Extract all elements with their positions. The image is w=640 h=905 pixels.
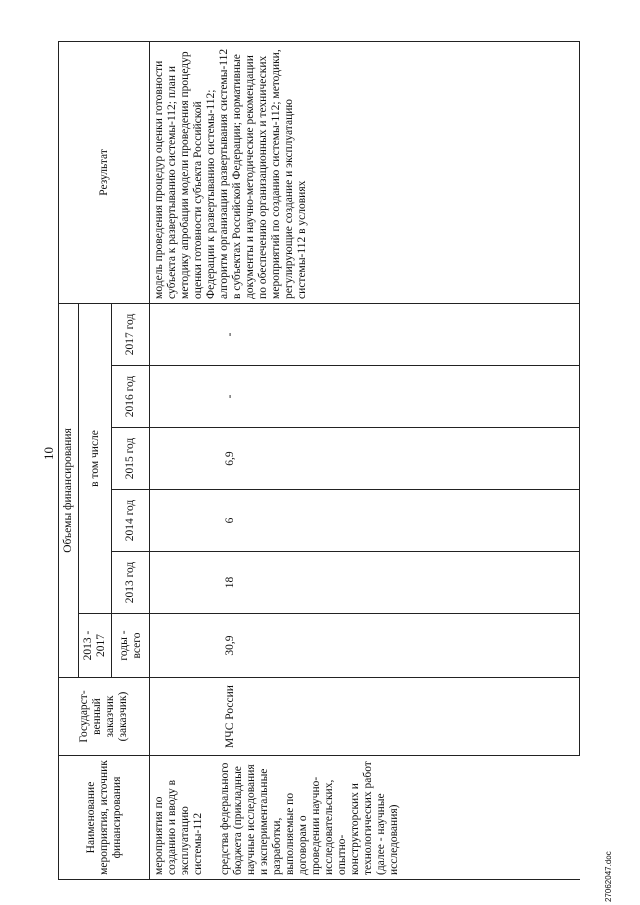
- row1-name: [150, 756, 580, 880]
- header-total: годы - всего: [112, 614, 150, 678]
- header-2017: 2017 год: [112, 303, 150, 365]
- financing-table: [58, 41, 580, 880]
- row2-2015: 6,9: [150, 428, 580, 490]
- row2-2016: -: [150, 366, 580, 428]
- header-2015: 2015 год: [112, 428, 150, 490]
- header-period: 2013 - 2017: [79, 614, 112, 678]
- row2-2017: -: [150, 303, 580, 365]
- page-number: 10: [41, 447, 56, 460]
- table-row: [150, 41, 580, 879]
- header-name: Наименование мероприятия, источник финансирования: [59, 756, 150, 880]
- row2-customer: МЧС России: [150, 678, 580, 756]
- row2-result-text: модель проведения процедур оценки готовности субъекта к развертыванию системы-112; план и методику апробации модели проведения процедур оценки готовности субъекта Российской Федерации к развертыванию системы-112; алгоритм организации развертывания системы-112 в субъектах Российской Федерации; нормативные документы и научно-методические рекомендации по обеспечению организационных и технических мероприятий по созданию системы-112; методики, регулирующие создание и эксплуатацию системы-112 в условиях: [153, 48, 308, 299]
- header-2013: 2013 год: [112, 552, 150, 614]
- row2-2014: 6: [150, 490, 580, 552]
- header-funding: Объемы финансирования: [59, 303, 79, 677]
- row2-name-text: средства федерального бюджета (прикладные научные исследования и экспериментальные разработки, выполняемые по договорам о проведении научно-исследовательских, опытно-конструкторских и технологических работ (далее - научные исследования): [219, 761, 400, 875]
- header-2016: 2016 год: [112, 366, 150, 428]
- header-in-total: в том числе: [79, 303, 112, 613]
- header-2014: 2014 год: [112, 490, 150, 552]
- row2-total: 30,9: [150, 614, 580, 678]
- row2-2013: 18: [150, 552, 580, 614]
- header-customer: Государст-венный заказчик (заказчик): [59, 678, 150, 756]
- rotated-page: [58, 42, 580, 880]
- row2-result: [150, 41, 580, 303]
- row1-name-text: мероприятия по созданию и вводу в эксплуатацию системы-112: [153, 779, 204, 875]
- header-result: Результат: [59, 41, 150, 303]
- footer-code: 27062047.doc: [604, 851, 613, 902]
